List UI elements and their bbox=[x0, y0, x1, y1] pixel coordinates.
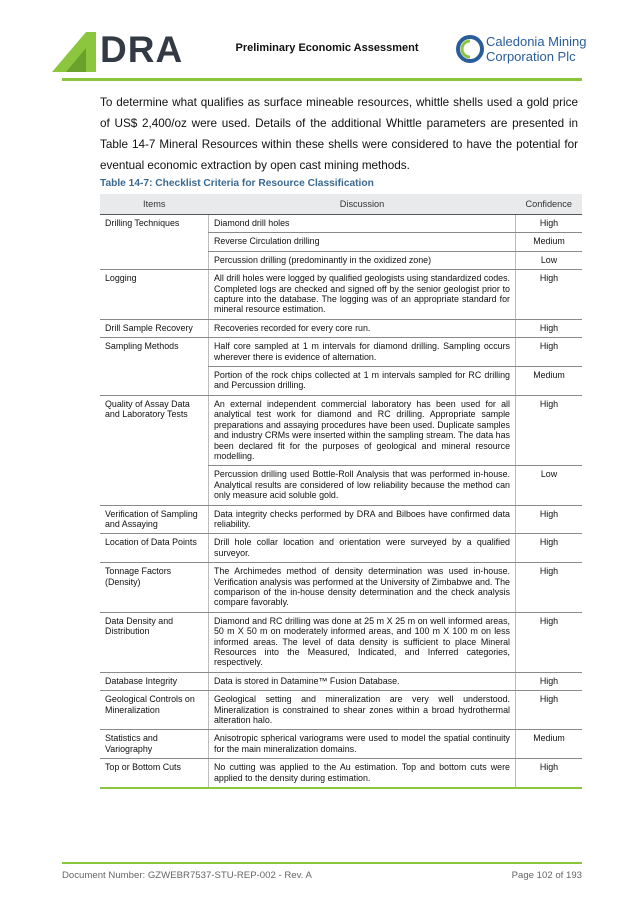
discussion-cell: Diamond drill holes bbox=[209, 215, 516, 233]
table-header-row bbox=[100, 194, 582, 215]
item-cell: Logging bbox=[100, 270, 209, 320]
table-row bbox=[100, 691, 582, 730]
discussion-cell: Drill hole collar location and orientation were surveyed by a qualified surveyor. bbox=[209, 534, 516, 563]
column-header-confidence: Confidence bbox=[516, 194, 583, 215]
caledonia-logo bbox=[456, 33, 596, 69]
table-row bbox=[100, 563, 582, 613]
confidence-cell: Low bbox=[516, 466, 583, 505]
discussion-cell: Anisotropic spherical variograms were used to model the spatial continuity for the main mineralization domains. bbox=[209, 730, 516, 759]
header-divider bbox=[62, 78, 582, 81]
intro-paragraph: To determine what qualifies as surface mineable resources, whittle shells used a gold price of US$ 2,400/oz were used. Details of the additional Whittle parameters are presented in Table 14-7 Mineral Resources within these shells were considered to have the potential for eventual economic extraction by open cast mining methods. bbox=[100, 96, 578, 172]
table-caption: Table 14-7: Checklist Criteria for Resource Classification bbox=[100, 178, 374, 189]
confidence-cell: High bbox=[516, 672, 583, 690]
caledonia-logo-line1: Caledonia Mining bbox=[486, 34, 587, 49]
confidence-cell: High bbox=[516, 215, 583, 233]
dra-logo-text: DRA bbox=[100, 29, 184, 70]
item-cell: Drilling Techniques bbox=[100, 215, 209, 270]
confidence-cell: High bbox=[516, 691, 583, 730]
item-cell: Quality of Assay Data and Laboratory Tests bbox=[100, 395, 209, 505]
item-cell: Data Density and Distribution bbox=[100, 612, 209, 672]
discussion-cell: An external independent commercial laboratory has been used for all analytical test work for diamond and RC drilling. Appropriate sample preparations and assaying procedures have been used. Duplicate samples and industry CRMs were inserted within the sampling stream. The data has been declared fit for the purposes of geological and mineral resource modelling. bbox=[209, 395, 516, 465]
table-row bbox=[100, 672, 582, 690]
column-header-discussion: Discussion bbox=[209, 194, 516, 215]
resource-classification-table bbox=[100, 194, 582, 789]
table-row bbox=[100, 395, 582, 465]
discussion-cell: Recoveries recorded for every core run. bbox=[209, 319, 516, 337]
table-row bbox=[100, 319, 582, 337]
table-row bbox=[100, 215, 582, 233]
confidence-cell: High bbox=[516, 534, 583, 563]
confidence-cell: High bbox=[516, 338, 583, 367]
confidence-cell: High bbox=[516, 505, 583, 534]
discussion-cell: Percussion drilling used Bottle-Roll Analysis that was performed in-house. Analytical results are considered of low reliability because the method can only measure acid soluble gold. bbox=[209, 466, 516, 505]
item-cell: Top or Bottom Cuts bbox=[100, 759, 209, 788]
table-row bbox=[100, 612, 582, 672]
confidence-cell: High bbox=[516, 319, 583, 337]
confidence-cell: High bbox=[516, 395, 583, 465]
discussion-cell: Percussion drilling (predominantly in the oxidized zone) bbox=[209, 251, 516, 269]
caledonia-logo-line2: Corporation Plc bbox=[486, 49, 576, 64]
discussion-cell: Data integrity checks performed by DRA and Bilboes have confirmed data reliability. bbox=[209, 505, 516, 534]
caledonia-emblem-icon bbox=[456, 35, 484, 63]
item-cell: Tonnage Factors (Density) bbox=[100, 563, 209, 613]
discussion-cell: The Archimedes method of density determination was used in-house. Verification analysis was performed at the University of Zimbabwe and. The comparison of the in-house density determination and the check analysis compare favorably. bbox=[209, 563, 516, 613]
table-row bbox=[100, 730, 582, 759]
confidence-cell: High bbox=[516, 270, 583, 320]
confidence-cell: Medium bbox=[516, 730, 583, 759]
table-row bbox=[100, 534, 582, 563]
page-header bbox=[0, 0, 644, 84]
table-row bbox=[100, 759, 582, 788]
discussion-cell: Half core sampled at 1 m intervals for diamond drilling. Sampling occurs wherever there is evidence of alternation. bbox=[209, 338, 516, 367]
footer-divider bbox=[62, 862, 582, 864]
table-row bbox=[100, 338, 582, 367]
discussion-cell: Reverse Circulation drilling bbox=[209, 233, 516, 251]
document-title: Preliminary Economic Assessment bbox=[235, 42, 419, 54]
confidence-cell: Low bbox=[516, 251, 583, 269]
item-cell: Location of Data Points bbox=[100, 534, 209, 563]
confidence-cell: Medium bbox=[516, 367, 583, 396]
discussion-cell: Diamond and RC drilling was done at 25 m X 25 m on well informed areas, 50 m X 50 m on moderately informed areas, and 100 m X 100 m on less informed areas. The level of data density is sufficient to place Mineral Resources into the Measured, Indicated, and Inferred categories, respectively. bbox=[209, 612, 516, 672]
column-header-items: Items bbox=[100, 194, 209, 215]
table-row bbox=[100, 270, 582, 320]
item-cell: Verification of Sampling and Assaying bbox=[100, 505, 209, 534]
document-number: Document Number: GZWEBR7537-STU-REP-002 - Rev. A bbox=[62, 870, 312, 881]
table-body bbox=[100, 215, 582, 789]
confidence-cell: High bbox=[516, 563, 583, 613]
item-cell: Database Integrity bbox=[100, 672, 209, 690]
item-cell: Sampling Methods bbox=[100, 338, 209, 396]
confidence-cell: High bbox=[516, 759, 583, 788]
discussion-cell: Portion of the rock chips collected at 1 m intervals sampled for RC drilling and Percussion drilling. bbox=[209, 367, 516, 396]
confidence-cell: High bbox=[516, 612, 583, 672]
discussion-cell: Data is stored in Datamine™ Fusion Database. bbox=[209, 672, 516, 690]
discussion-cell: Geological setting and mineralization are very well understood. Mineralization is constrained to shear zones within a broad hydrothermal alteration halo. bbox=[209, 691, 516, 730]
discussion-cell: All drill holes were logged by qualified geologists using standardized codes. Completed logs are checked and signed off by the senior geologist prior to capture into the database. The logging was of an appropriate standard for mineral resource estimation. bbox=[209, 270, 516, 320]
item-cell: Statistics and Variography bbox=[100, 730, 209, 759]
discussion-cell: No cutting was applied to the Au estimation. Top and bottom cuts were applied to the density during estimation. bbox=[209, 759, 516, 788]
item-cell: Geological Controls on Mineralization bbox=[100, 691, 209, 730]
table-row bbox=[100, 505, 582, 534]
item-cell: Drill Sample Recovery bbox=[100, 319, 209, 337]
page-number: Page 102 of 193 bbox=[511, 870, 582, 881]
confidence-cell: Medium bbox=[516, 233, 583, 251]
